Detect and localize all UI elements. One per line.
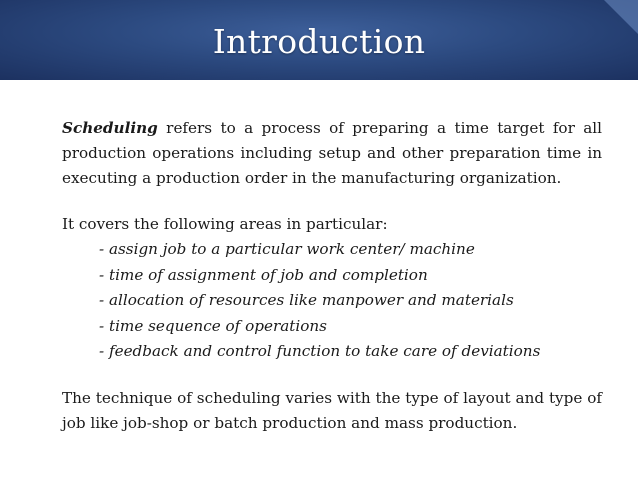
list-item: - time of assignment of job and completion: [99, 265, 428, 284]
technique-paragraph: The technique of scheduling varies with the type of layout and type of job like job-shop or batch production and mass production.: [62, 388, 602, 432]
definition-term: Scheduling: [62, 119, 158, 137]
slide-title: Introduction: [212, 22, 426, 61]
definition-text: refers to a process of preparing a time target for all production operations including setup and other preparation time in executing a production order in the manufacturing organization.: [62, 119, 602, 187]
list-item: - allocation of resources like manpower and materials: [99, 291, 514, 310]
areas-list: [62, 237, 602, 365]
list-item: - time sequence of operations: [99, 316, 327, 335]
list-item: - feedback and control function to take care of deviations: [99, 342, 541, 361]
slide-content: [62, 116, 602, 436]
title-banner: [0, 0, 638, 80]
list-item: - assign job to a particular work center/ machine: [99, 240, 475, 258]
definition-paragraph: [62, 116, 602, 191]
areas-intro: It covers the following areas in particular:: [62, 215, 388, 233]
